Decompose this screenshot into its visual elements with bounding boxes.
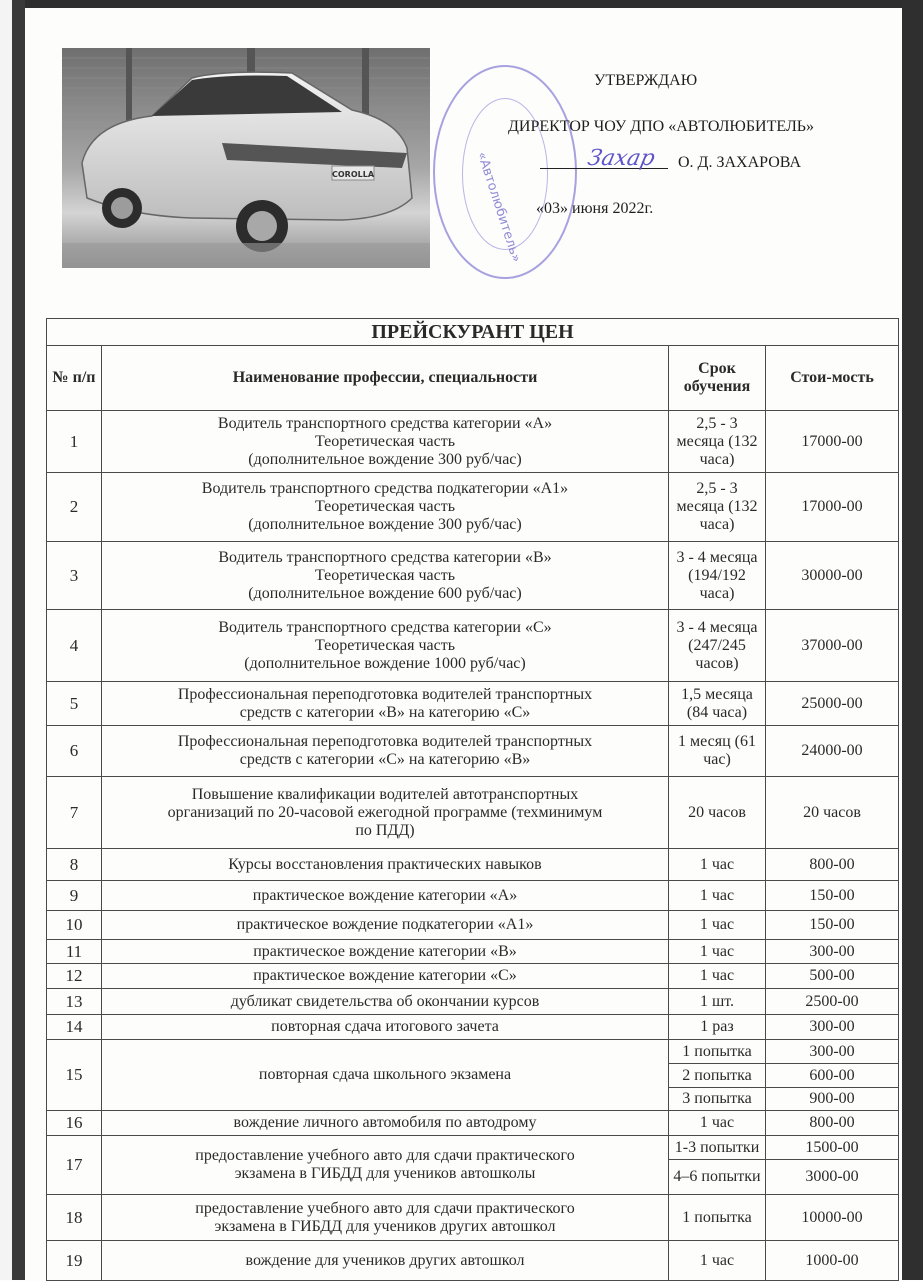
service-name bbox=[102, 881, 669, 911]
service-name bbox=[102, 989, 669, 1015]
table-row bbox=[47, 940, 899, 964]
cost-cell: 300-00 bbox=[766, 1015, 899, 1040]
table-row bbox=[47, 473, 899, 542]
term-cell: 3 попытка bbox=[669, 1088, 766, 1111]
table-row bbox=[47, 777, 899, 849]
service-name bbox=[102, 542, 669, 610]
service-name bbox=[102, 940, 669, 964]
cost-cell: 1500-00 bbox=[766, 1136, 899, 1160]
term-cell: 1 шт. bbox=[669, 989, 766, 1015]
header-name: Наименование профессии, специальности bbox=[102, 346, 669, 411]
table-row bbox=[47, 881, 899, 911]
service-name-line: (дополнительное вождение 600 руб/час) bbox=[248, 584, 522, 602]
service-name-line: Профессиональная переподготовка водителей транспортных bbox=[177, 733, 593, 750]
service-name-line: (дополнительное вождение 300 руб/час) bbox=[248, 516, 522, 533]
cost-cell: 150-00 bbox=[766, 911, 899, 940]
term-cell: 2,5 - 3 месяца (132 часа) bbox=[669, 473, 766, 542]
term-cell: 1,5 месяца (84 часа) bbox=[669, 682, 766, 726]
service-name bbox=[102, 964, 669, 989]
director-position: ДИРЕКТОР ЧОУ ДПО «АВТОЛЮБИТЕЛЬ» bbox=[508, 118, 814, 135]
service-name bbox=[102, 610, 669, 682]
row-number: 16 bbox=[47, 1111, 102, 1136]
row-number: 8 bbox=[47, 849, 102, 881]
cost-cell: 300-00 bbox=[766, 940, 899, 964]
term-cell: 1 час bbox=[669, 964, 766, 989]
service-name-line: предоставление учебного авто для сдачи практического bbox=[195, 1199, 575, 1217]
service-name-line: вождение личного автомобиля по автодрому bbox=[233, 1114, 537, 1131]
term-cell: 4–6 попытки bbox=[669, 1160, 766, 1195]
service-name-line: практическое вождение категории «С» bbox=[253, 967, 517, 984]
svg-text:COROLLA: COROLLA bbox=[331, 170, 375, 179]
table-row bbox=[47, 849, 899, 881]
row-number: 17 bbox=[47, 1136, 102, 1195]
service-name bbox=[102, 473, 669, 542]
service-name bbox=[102, 849, 669, 881]
row-number: 19 bbox=[47, 1241, 102, 1281]
service-name-line: (дополнительное вождение 300 руб/час) bbox=[248, 450, 522, 468]
service-name-line: предоставление учебного авто для сдачи практического bbox=[195, 1147, 575, 1164]
scan-border-right bbox=[902, 0, 923, 1280]
service-name-line: Водитель транспортного средства категории «С» bbox=[218, 618, 552, 636]
term-cell: 1 час bbox=[669, 849, 766, 881]
service-name-line: Теоретическая часть bbox=[314, 566, 456, 584]
cost-cell: 500-00 bbox=[766, 964, 899, 989]
director-name: О. Д. ЗАХАРОВА bbox=[678, 154, 802, 171]
term-cell: 1 час bbox=[669, 940, 766, 964]
table-row bbox=[47, 542, 899, 610]
service-name-line: практическое вождение категории «В» bbox=[253, 942, 517, 960]
cost-cell: 800-00 bbox=[766, 1111, 899, 1136]
service-name-line: практическое вождение подкатегории «А1» bbox=[236, 916, 534, 933]
service-name bbox=[102, 1136, 669, 1195]
term-cell: 20 часов bbox=[669, 777, 766, 849]
scan-border-left bbox=[12, 0, 25, 1280]
cost-cell: 24000-00 bbox=[766, 726, 899, 777]
cost-cell: 10000-00 bbox=[766, 1195, 899, 1241]
cost-cell: 17000-00 bbox=[766, 411, 899, 473]
service-name-line: (дополнительное вождение 1000 руб/час) bbox=[244, 654, 526, 672]
row-number: 6 bbox=[47, 726, 102, 777]
term-cell: 1 раз bbox=[669, 1015, 766, 1040]
term-cell: 1 час bbox=[669, 881, 766, 911]
cost-cell: 150-00 bbox=[766, 881, 899, 911]
term-cell: 1 час bbox=[669, 911, 766, 940]
cost-cell: 30000-00 bbox=[766, 542, 899, 610]
row-number: 15 bbox=[47, 1040, 102, 1111]
price-list-table bbox=[46, 318, 899, 1281]
scan-margin-left bbox=[0, 0, 12, 1280]
header-number: № п/п bbox=[47, 346, 102, 411]
service-name-line: экзамена в ГИБДД для учеников других автошкол bbox=[214, 1217, 556, 1235]
car-illustration-icon bbox=[62, 48, 430, 268]
row-number: 18 bbox=[47, 1195, 102, 1241]
cost-cell: 25000-00 bbox=[766, 682, 899, 726]
service-name-line: повторная сдача школьного экзамена bbox=[258, 1066, 512, 1083]
handwritten-signature: Захар bbox=[585, 146, 658, 171]
approval-date: «03» июня 2022г. bbox=[536, 200, 654, 217]
term-cell: 2,5 - 3 месяца (132 часа) bbox=[669, 411, 766, 473]
row-number: 9 bbox=[47, 881, 102, 911]
service-name-line: практическое вождение категории «А» bbox=[252, 886, 518, 904]
row-number: 14 bbox=[47, 1015, 102, 1040]
row-number: 12 bbox=[47, 964, 102, 989]
term-cell: 1 час bbox=[669, 1241, 766, 1281]
service-name bbox=[102, 726, 669, 777]
cost-cell: 17000-00 bbox=[766, 473, 899, 542]
header-cost: Стои-мость bbox=[766, 346, 899, 411]
service-name-line: средств с категории «С» на категорию «В» bbox=[239, 751, 531, 768]
cost-cell: 20 часов bbox=[766, 777, 899, 849]
term-cell: 1 попытка bbox=[669, 1040, 766, 1064]
service-name-line: Курсы восстановления практических навыков bbox=[228, 855, 542, 873]
cost-cell: 3000-00 bbox=[766, 1160, 899, 1195]
service-name-line: Водитель транспортного средства категории «А» bbox=[217, 414, 553, 432]
table-row bbox=[47, 964, 899, 989]
table-title: ПРЕЙСКУРАНТ ЦЕН bbox=[47, 319, 899, 346]
row-number: 5 bbox=[47, 682, 102, 726]
row-number: 3 bbox=[47, 542, 102, 610]
term-cell: 3 - 4 месяца (194/192 часа) bbox=[669, 542, 766, 610]
service-name bbox=[102, 1040, 669, 1111]
scan-border-top bbox=[0, 0, 923, 8]
table-row bbox=[47, 989, 899, 1015]
table-row bbox=[47, 911, 899, 940]
term-cell: 2 попытка bbox=[669, 1064, 766, 1088]
service-name bbox=[102, 1195, 669, 1241]
table-row bbox=[47, 1241, 899, 1281]
row-number: 7 bbox=[47, 777, 102, 849]
cost-cell: 1000-00 bbox=[766, 1241, 899, 1281]
table-row bbox=[47, 411, 899, 473]
table-row bbox=[47, 726, 899, 777]
stamp-text: «Автолюбитель» bbox=[473, 150, 524, 265]
term-cell: 1-3 попытки bbox=[669, 1136, 766, 1160]
table-row bbox=[47, 1195, 899, 1241]
table-row bbox=[47, 1015, 899, 1040]
cost-cell: 600-00 bbox=[766, 1064, 899, 1088]
service-name-line: Повышение квалификации водителей автотранспортных bbox=[191, 785, 579, 803]
cost-cell: 37000-00 bbox=[766, 610, 899, 682]
term-cell: 3 - 4 месяца (247/245 часов) bbox=[669, 610, 766, 682]
row-number: 11 bbox=[47, 940, 102, 964]
table-row bbox=[47, 682, 899, 726]
service-name-line: вождение для учеников других автошкол bbox=[245, 1251, 525, 1269]
cost-cell: 2500-00 bbox=[766, 989, 899, 1015]
service-name bbox=[102, 911, 669, 940]
row-number: 13 bbox=[47, 989, 102, 1015]
service-name-line: Водитель транспортного средства категории «В» bbox=[218, 548, 552, 566]
table-body bbox=[47, 411, 899, 1281]
service-name-line: дубликат свидетельства об окончании курсов bbox=[230, 992, 540, 1010]
row-number: 4 bbox=[47, 610, 102, 682]
service-name-line: Водитель транспортного средства подкатегории «А1» bbox=[201, 480, 569, 497]
service-name-line: Теоретическая часть bbox=[314, 636, 456, 654]
service-name bbox=[102, 682, 669, 726]
car-photo bbox=[62, 48, 430, 268]
term-cell: 1 час bbox=[669, 1111, 766, 1136]
service-name-line: Теоретическая часть bbox=[314, 498, 456, 515]
cost-cell: 800-00 bbox=[766, 849, 899, 881]
row-number: 10 bbox=[47, 911, 102, 940]
approve-label: УТВЕРЖДАЮ bbox=[594, 72, 698, 89]
service-name bbox=[102, 1015, 669, 1040]
table-row bbox=[47, 1040, 899, 1064]
service-name-line: Профессиональная переподготовка водителей транспортных bbox=[177, 685, 593, 703]
service-name-line: Теоретическая часть bbox=[314, 432, 456, 450]
service-name-line: средств с категории «В» на категорию «С» bbox=[239, 703, 531, 721]
service-name bbox=[102, 777, 669, 849]
service-name bbox=[102, 1241, 669, 1281]
table-row bbox=[47, 1111, 899, 1136]
cost-cell: 300-00 bbox=[766, 1040, 899, 1064]
service-name-line: экзамена в ГИБДД для учеников автошколы bbox=[234, 1165, 536, 1182]
service-name bbox=[102, 1111, 669, 1136]
row-number: 2 bbox=[47, 473, 102, 542]
cost-cell: 900-00 bbox=[766, 1088, 899, 1111]
service-name-line: повторная сдача итогового зачета bbox=[271, 1018, 499, 1035]
term-cell: 1 попытка bbox=[669, 1195, 766, 1241]
service-name bbox=[102, 411, 669, 473]
table-row bbox=[47, 610, 899, 682]
table-row bbox=[47, 1136, 899, 1160]
row-number: 1 bbox=[47, 411, 102, 473]
term-cell: 1 месяц (61 час) bbox=[669, 726, 766, 777]
header-term: Срок обучения bbox=[669, 346, 766, 411]
service-name-line: по ПДД) bbox=[355, 821, 415, 839]
service-name-line: организаций по 20-часовой ежегодной программе (техминимум bbox=[167, 803, 603, 821]
